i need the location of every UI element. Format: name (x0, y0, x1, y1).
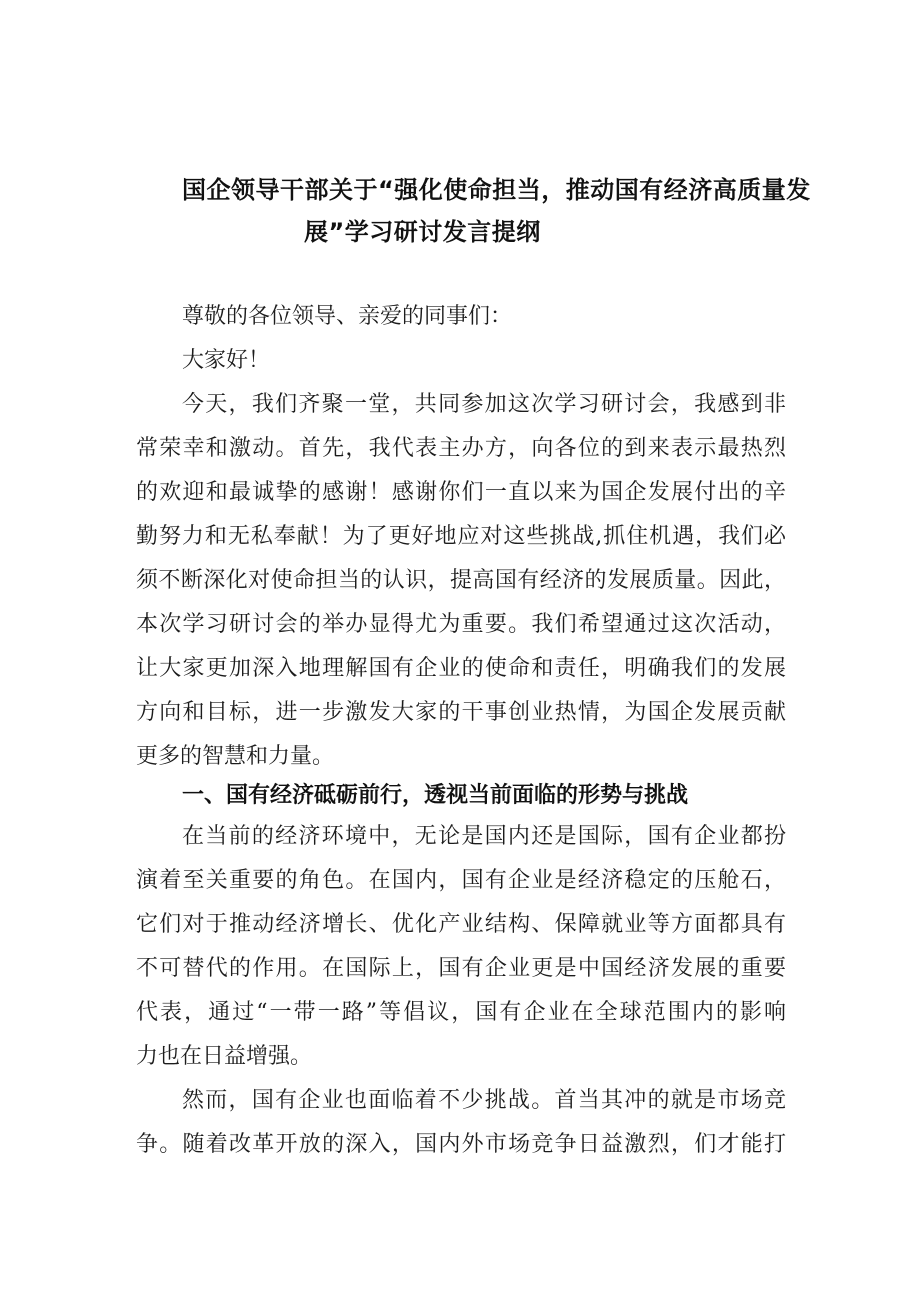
greeting: 大家好！ (182, 348, 271, 373)
paragraph-line: 勤努力和无私奉献！为了更好地应对这些挑战,抓住机遇，我们必 (136, 524, 786, 549)
salutation: 尊敬的各位领导、亲爱的同事们： (182, 304, 513, 329)
section-heading: 一、国有经济砥砺前行，透视当前面临的形势与挑战 (182, 783, 689, 808)
paragraph-line: 常荣幸和激动。首先，我代表主办方，向各位的到来表示最热烈 (136, 436, 786, 461)
paragraph-line: 代表，通过“一带一路”等倡议，国有企业在全球范围内的影响 (136, 1000, 786, 1025)
paragraph-line: 让大家更加深入地理解国有企业的使命和责任，明确我们的发展 (136, 656, 786, 681)
paragraph-line: 争。随着改革开放的深入，国内外市场竞争日益激烈，们才能打 (136, 1132, 786, 1157)
document-title-line-2: 展”学习研讨发言提纲 (304, 218, 541, 246)
paragraph-line: 须不断深化对使命担当的认识，提高国有经济的发展质量。因此， (136, 568, 786, 593)
paragraph-line: 方向和目标，进一步激发大家的干事创业热情，为国企发展贡献 (136, 700, 786, 725)
paragraph-line: 不可替代的作用。在国际上，国有企业更是中国经济发展的重要 (136, 956, 786, 981)
paragraph-line: 本次学习研讨会的举办显得尤为重要。我们希望通过这次活动， (136, 612, 786, 637)
paragraph-line: 演着至关重要的角色。在国内，国有企业是经济稳定的压舱石， (136, 868, 786, 893)
document-title-line-1: 国企领导干部关于“强化使命担当，推动国有经济高质量发 (182, 176, 811, 204)
paragraph-line: 然而，国有企业也面临着不少挑战。首当其冲的就是市场竞 (182, 1088, 786, 1113)
paragraph-line: 今天，我们齐聚一堂，共同参加这次学习研讨会，我感到非 (182, 392, 786, 417)
paragraph-line: 的欢迎和最诚挚的感谢！感谢你们一直以来为国企发展付出的辛 (136, 480, 786, 505)
paragraph-line: 它们对于推动经济增长、优化产业结构、保障就业等方面都具有 (136, 912, 786, 937)
paragraph-line: 在当前的经济环境中，无论是国内还是国际，国有企业都扮 (182, 824, 786, 849)
paragraph-line: 更多的智慧和力量。 (136, 744, 335, 769)
paragraph-line: 力也在日益增强。 (136, 1044, 313, 1069)
